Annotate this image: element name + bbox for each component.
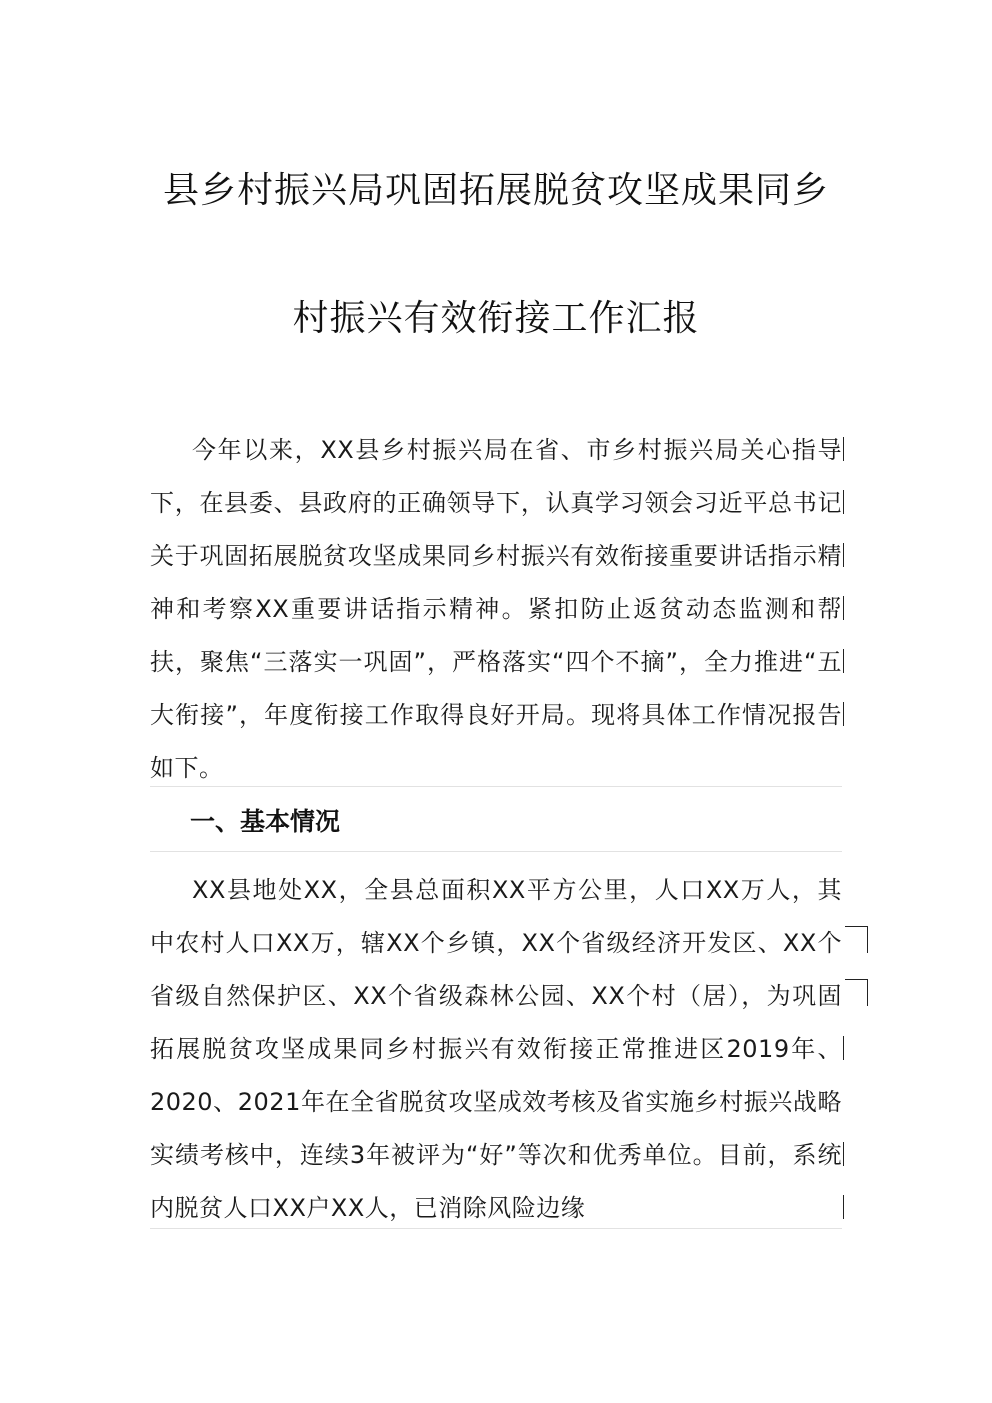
margin-mark — [843, 649, 844, 673]
intro-paragraph-text: 今年以来，XX县乡村振兴局在省、市乡村振兴局关心指导下，在县委、县政府的正确领导下，认真学习领会习近平总书记关于巩固拓展脱贫攻坚成果同乡村振兴有效衔接重要讲话指示精神和考察XX重要讲话指示精神。紧扣防止返贫动态监测和帮扶，聚焦“三落实一巩固”，严格落实“四个不摘”，全力推进“五大衔接”，年度衔接工作取得良好开局。现将具体工作情况报告如下。 — [150, 436, 842, 782]
margin-mark — [843, 543, 844, 567]
intro-paragraph — [150, 424, 842, 795]
margin-corner-mark — [845, 979, 868, 1006]
margin-mark — [843, 1036, 844, 1060]
basic-situation-paragraph-text: XX县地处XX，全县总面积XX平方公里，人口XX万人，其中农村人口XX万，辖XX个乡镇，XX个省级经济开发区、XX个省级自然保护区、XX个省级森林公园、XX个村（居），为巩固拓展脱贫攻坚成果同乡村振兴有效衔接正常推进区2019年、2020、2021年在全省脱贫攻坚成效考核及省实施乡村振兴战略实绩考核中，连续3年被评为“好”等次和优秀单位。目前，系统内脱贫人口XX户XX人，已消除风险边缘 — [150, 876, 842, 1222]
document-title-line-2: 村振兴有效衔接工作汇报 — [292, 298, 700, 339]
document-title-line-1: 县乡村振兴局巩固拓展脱贫攻坚成果同乡 — [162, 170, 829, 211]
section-heading-basic-situation: 一、基本情况 — [190, 807, 341, 836]
margin-mark — [843, 702, 844, 726]
margin-mark — [843, 596, 844, 620]
margin-corner-mark — [845, 926, 868, 953]
margin-mark — [843, 490, 844, 514]
margin-mark — [843, 1195, 844, 1219]
basic-situation-paragraph — [150, 864, 842, 1235]
page-bottom-divider — [150, 1228, 842, 1229]
margin-mark — [843, 437, 844, 461]
section-divider-top — [150, 786, 842, 787]
margin-mark — [843, 1142, 844, 1166]
section-divider-bottom — [150, 851, 842, 852]
